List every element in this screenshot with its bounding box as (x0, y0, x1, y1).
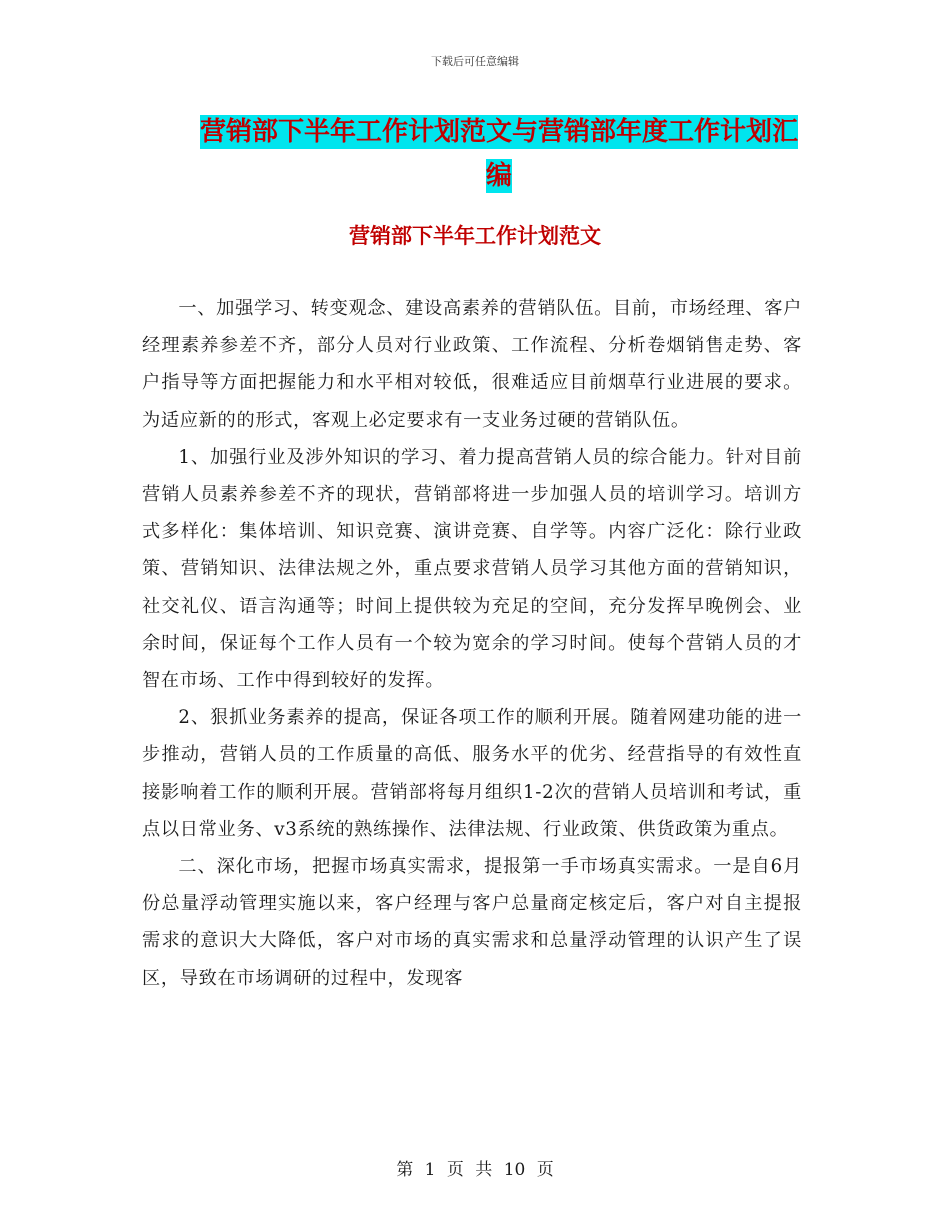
page-footer (0, 1155, 950, 1180)
footer-total-pages: 10 (503, 1160, 526, 1180)
section-title: 营销部下半年工作计划范文 (349, 224, 601, 248)
document-title-text: 营销部下半年工作计划范文与营销部年度工作计划汇编 (199, 117, 798, 191)
paragraph-2: 1、加强行业及涉外知识的学习、着力提高营销人员的综合能力。针对目前营销人员素养参差不齐的现状，营销部将进一步加强人员的培训学习。培训方式多样化：集体培训、知识竞赛、演讲竞赛、自学等。内容广泛化：除行业政策、营销知识、法律法规之外，重点要求营销人员学习其他方面的营销知识，社交礼仪、语言沟通等；时间上提供较为充足的空间，充分发挥早晚例会、业余时间，保证每个工作人员有一个较为宽余的学习时间。使每个营销人员的才智在市场、工作中得到较好的发挥。 (142, 446, 802, 692)
paragraph-4: 二、深化市场，把握市场真实需求，提报第一手市场真实需求。一是自6月份总量浮动管理实施以来，客户经理与客户总量商定核定后，客户对自主提报需求的意识大大降低，客户对市场的真实需求和总量浮动管理的认识产生了误区，导致在市场调研的过程中，发现客 (142, 856, 802, 989)
header-note: 下载后可任意编辑 (431, 55, 519, 68)
body-content (142, 290, 802, 997)
footer-label-unit: 页 (446, 1160, 464, 1180)
paragraph-3: 2、狠抓业务素养的提高，保证各项工作的顺利开展。随着网建功能的进一步推动，营销人员的工作质量的高低、服务水平的优劣、经营指导的有效性直接影响着工作的顺利开展。营销部将每月组织1-2次的营销人员培训和考试，重点以日常业务、v3系统的熟练操作、法律法规、行业政策、供货政策为重点。 (142, 707, 802, 840)
footer-label-page: 第 (396, 1160, 414, 1180)
footer-label-total: 共 (475, 1160, 493, 1180)
document-title (195, 110, 803, 198)
footer-label-unit-2: 页 (536, 1160, 554, 1180)
footer-page-number: 1 (424, 1160, 436, 1180)
paragraph-1: 一、加强学习、转变观念、建设高素养的营销队伍。目前，市场经理、客户经理素养参差不齐，部分人员对行业政策、工作流程、分析卷烟销售走势、客户指导等方面把握能力和水平相对较低，很难适应目前烟草行业进展的要求。为适应新的的形式，客观上必定要求有一支业务过硬的营销队伍。 (142, 298, 802, 431)
